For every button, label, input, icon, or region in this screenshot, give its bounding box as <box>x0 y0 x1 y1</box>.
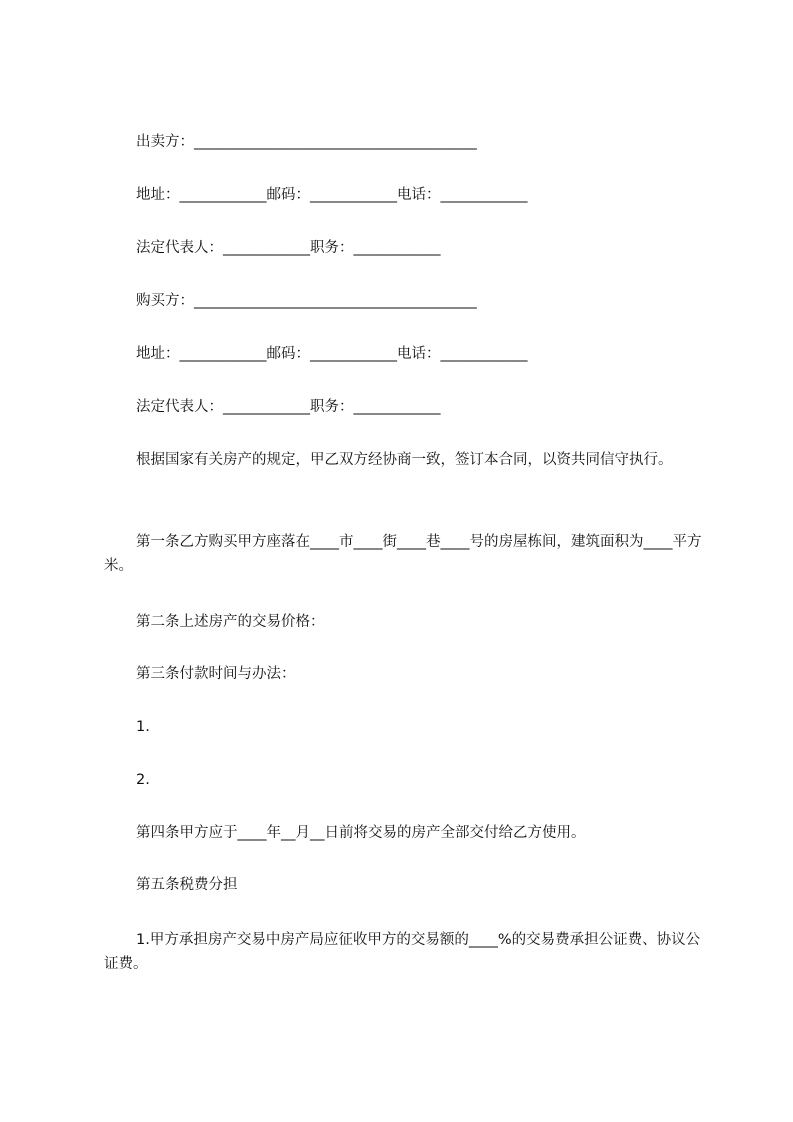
article-5-item-1: 1.甲方承担房产交易中房产局应征收甲方的交易额的____%的交易费承担公证费、协议公证费。 <box>104 932 701 972</box>
buyer-address-line: 地址：____________邮码：____________电话：____________ <box>136 346 528 362</box>
buyer-representative-line: 法定代表人：____________职务：____________ <box>136 399 441 415</box>
article-4: 第四条甲方应于____年__月__日前将交易的房产全部交付给乙方使用。 <box>136 825 586 841</box>
intro-paragraph: 根据国家有关房产的规定，甲乙双方经协商一致，签订本合同，以资共同信守执行。 <box>136 452 673 468</box>
article-3-item-1: 1. <box>136 719 150 735</box>
seller-name-line: 出卖方：_______________________________________ <box>136 134 477 150</box>
buyer-name-line: 购买方：_______________________________________ <box>136 293 477 309</box>
article-3: 第三条付款时间与办法： <box>136 666 296 682</box>
article-2: 第二条上述房产的交易价格： <box>136 614 325 630</box>
seller-address-line: 地址：____________邮码：____________电话：____________ <box>136 187 528 203</box>
article-3-item-2: 2. <box>136 772 150 788</box>
seller-representative-line: 法定代表人：____________职务：____________ <box>136 240 441 256</box>
article-5: 第五条税费分担 <box>136 877 238 893</box>
article-1: 第一条乙方购买甲方座落在____市____街____巷____号的房屋栋间，建筑面积为____平方米。 <box>104 534 702 574</box>
